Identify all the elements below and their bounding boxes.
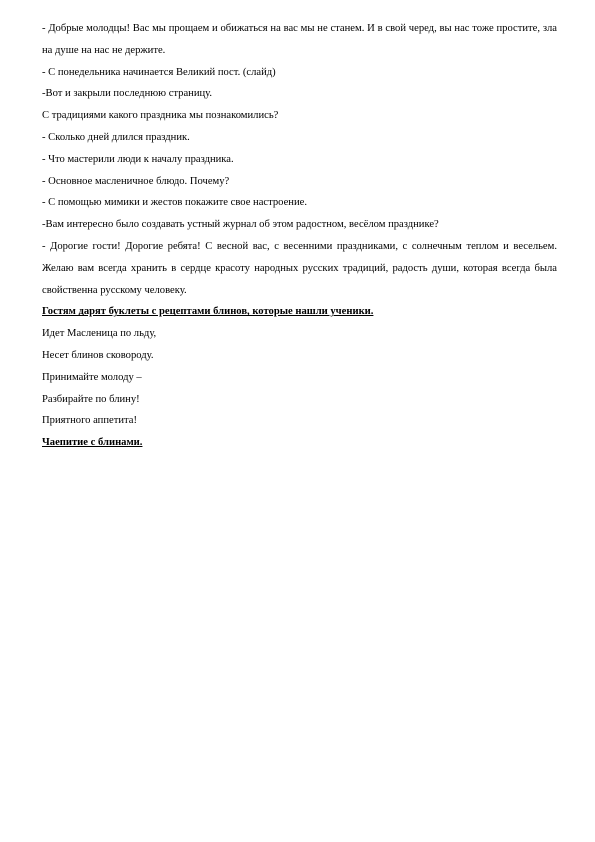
- paragraph-question-dish: - Основное масленичное блюдо. Почему?: [42, 175, 230, 187]
- paragraph-question-mood: - С помощью мимики и жестов покажите свое настроение.: [42, 197, 307, 209]
- paragraph-bon-appetit: Приятного аппетита!: [42, 415, 138, 427]
- poem-line-1: Идет Масленица по льду,: [42, 328, 157, 340]
- paragraph-great-lent: - С понедельника начинается Великий пост. (слайд): [42, 66, 276, 78]
- document-body: [42, 18, 557, 454]
- paragraph-farewell-forgiveness: - Добрые молодцы! Вас мы прощаем и обижаться на вас мы не станем. И в свой черед, вы нас тоже простите, зла на душе на нас не держите.: [42, 23, 557, 56]
- poem-line-4: Разбирайте по блину!: [42, 393, 140, 405]
- paragraph-question-crafts: - Что мастерили люди к началу праздника.: [42, 153, 234, 165]
- paragraph-tea-party-note: Чаепитие с блинами.: [42, 437, 143, 449]
- paragraph-question-traditions: С традициями какого праздника мы познакомились?: [42, 110, 279, 122]
- poem-line-3: Принимайте молоду –: [42, 371, 142, 383]
- paragraph-question-journal: -Вам интересно было создавать устный журнал об этом радостном, весёлом празднике?: [42, 219, 439, 231]
- paragraph-booklets-note: Гостям дарят буклеты с рецептами блинов, которые нашли ученики.: [42, 306, 374, 318]
- paragraph-greeting-guests: - Дорогие гости! Дорогие ребята! С весной вас, с весенними праздниками, с солнечным теплом и весельем. Желаю вам всегда хранить в сердце красоту народных русских традиций, радость души, которая всегда была свойственна русскому человеку.: [42, 240, 557, 296]
- paragraph-last-page: -Вот и закрыли последнюю страницу.: [42, 88, 213, 100]
- poem-line-2: Несет блинов сковороду.: [42, 349, 154, 361]
- paragraph-question-days: - Сколько дней длился праздник.: [42, 131, 190, 143]
